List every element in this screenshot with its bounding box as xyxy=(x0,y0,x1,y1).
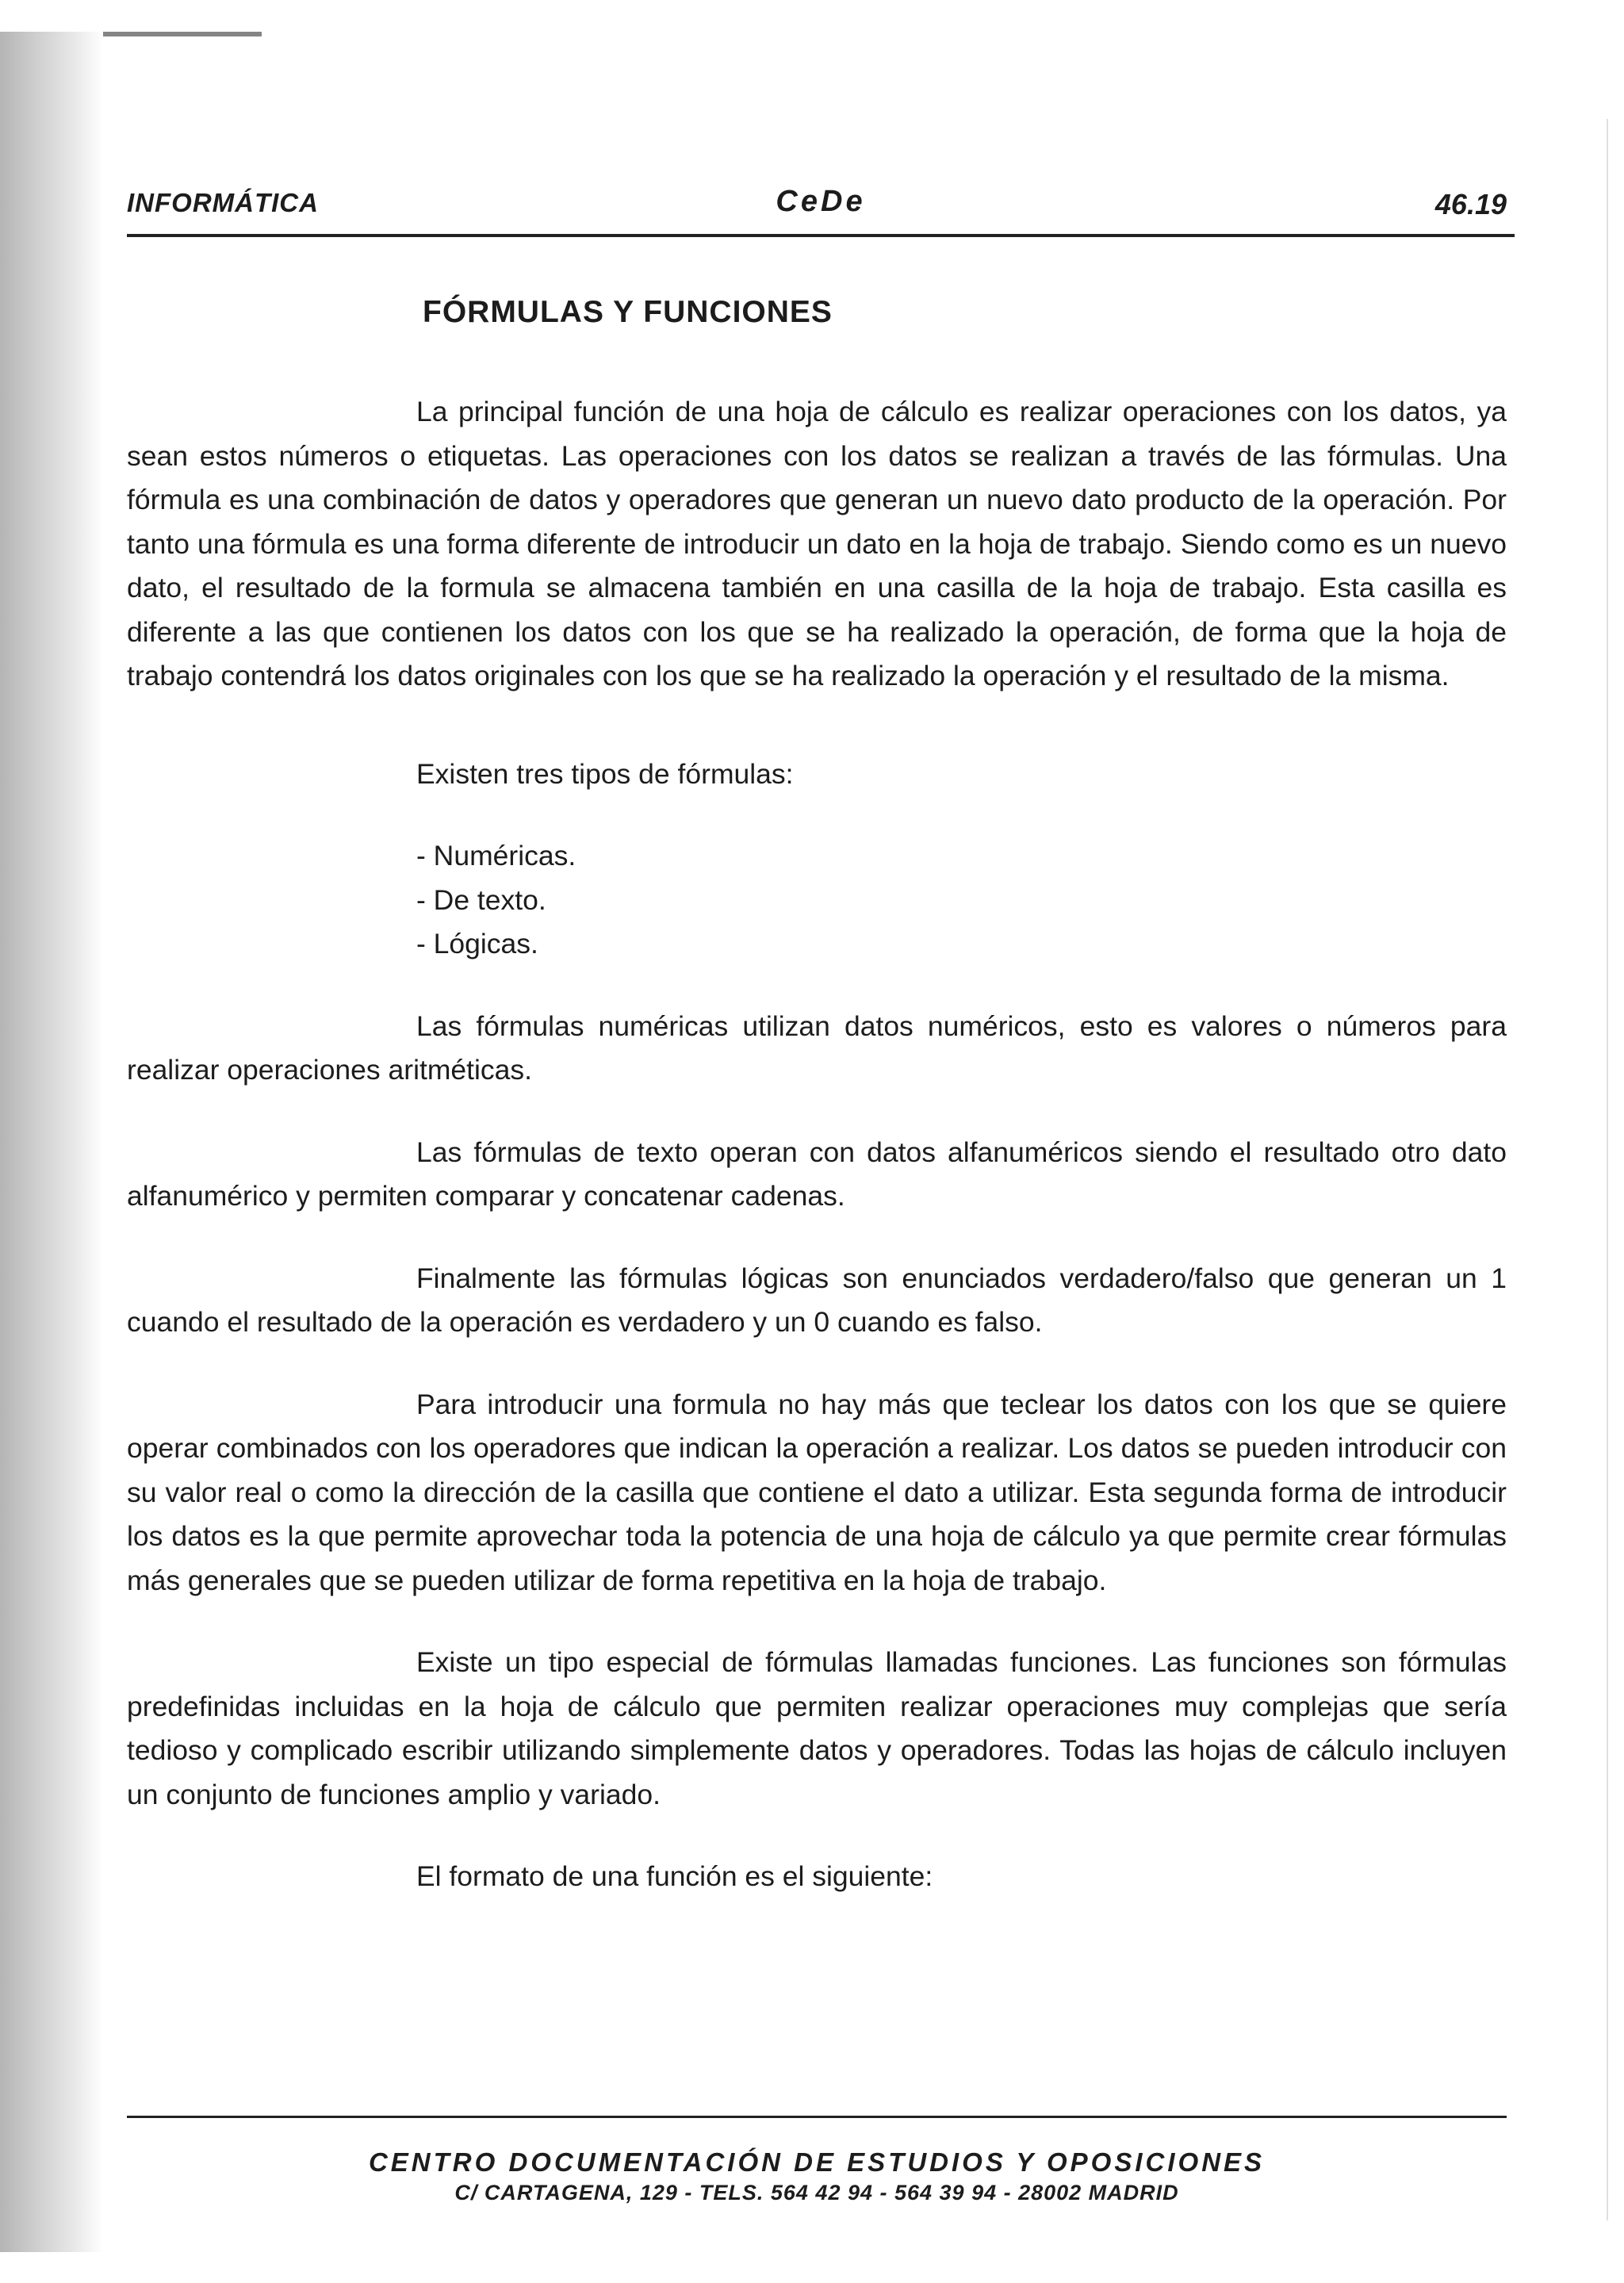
paragraph-format: El formato de una función es el siguiente: xyxy=(416,1860,933,1892)
paragraph-input: Para introducir una formula no hay más que teclear los datos con los que se quiere operar combinados con los operadores que indican la operación a realizar. Los datos se pueden introducir con su valor real o como la dirección de la casilla que contiene el dato a utilizar. Esta segunda forma de introducir los datos es la que permite aprovechar toda la potencia de una hoja de cálculo ya que permite crear fórmulas más generales que se pueden utilizar de forma repetitiva en la hoja de trabajo. xyxy=(127,1388,1507,1596)
footer-address: C/ CARTAGENA, 129 - TELS. 564 42 94 - 564 39 94 - 28002 MADRID xyxy=(454,2181,1179,2204)
header-brand: CeDe xyxy=(776,185,866,218)
list-item: - Numéricas. xyxy=(416,840,576,871)
paragraph-logical: Finalmente las fórmulas lógicas son enunciados verdadero/falso que generan un 1 cuando el resultado de la operación es verdadero y un 0 cuando es falso. xyxy=(127,1262,1507,1338)
page-footer xyxy=(127,2147,1507,2205)
footer-org: CENTRO DOCUMENTACIÓN DE ESTUDIOS Y OPOSICIONES xyxy=(368,2147,1266,2177)
paragraph-intro: La principal función de una hoja de cálculo es realizar operaciones con los datos, ya sean estos números o etiquetas. Las operaciones con los datos se realizan a través de las fórmulas. Una fórmula es una combinación de datos y operadores que generan un nuevo dato producto de la operación. Por tanto una fórmula es una forma diferente de introducir un dato en la hoja de trabajo. Siendo como es un nuevo dato, el resultado de la formula se almacena también en una casilla de la hoja de trabajo. Esta casilla es diferente a las que contienen los datos con los que se ha realizado la operación, de forma que la hoja de trabajo contendrá los datos originales con los que se ha realizado la operación y el resultado de la misma. xyxy=(127,396,1507,691)
header-section: INFORMÁTICA xyxy=(127,188,319,217)
paragraph-text: Las fórmulas de texto operan con datos alfanuméricos siendo el resultado otro dato alfanumérico y permiten comparar y concatenar cadenas. xyxy=(127,1136,1507,1212)
paragraph-types: Existen tres tipos de fórmulas: xyxy=(416,757,794,790)
paragraph-numeric: Las fórmulas numéricas utilizan datos numéricos, esto es valores o números para realizar operaciones aritméticas. xyxy=(127,1009,1507,1086)
body-text xyxy=(127,390,1507,1899)
page-header xyxy=(127,178,1515,237)
scan-margin-line xyxy=(1607,119,1608,2220)
page-number: 46.19 xyxy=(1434,188,1507,220)
paragraph-functions: Existe un tipo especial de fórmulas llamadas funciones. Las funciones son fórmulas predefinidas incluidas en la hoja de cálculo que permiten realizar operaciones muy complejas que sería tedioso y complicado escribir utilizando simplemente datos y operadores. Todas las hojas de cálculo incluyen un conjunto de funciones amplio y variado. xyxy=(127,1646,1507,1810)
scan-shadow xyxy=(0,32,103,2252)
list-item: - Lógicas. xyxy=(416,928,538,960)
list-item: - De texto. xyxy=(416,883,546,916)
section-title: FÓRMULAS Y FUNCIONES xyxy=(423,295,833,329)
footer-divider xyxy=(127,2116,1507,2118)
scan-streak xyxy=(103,32,262,36)
formula-type-list xyxy=(127,834,1507,967)
